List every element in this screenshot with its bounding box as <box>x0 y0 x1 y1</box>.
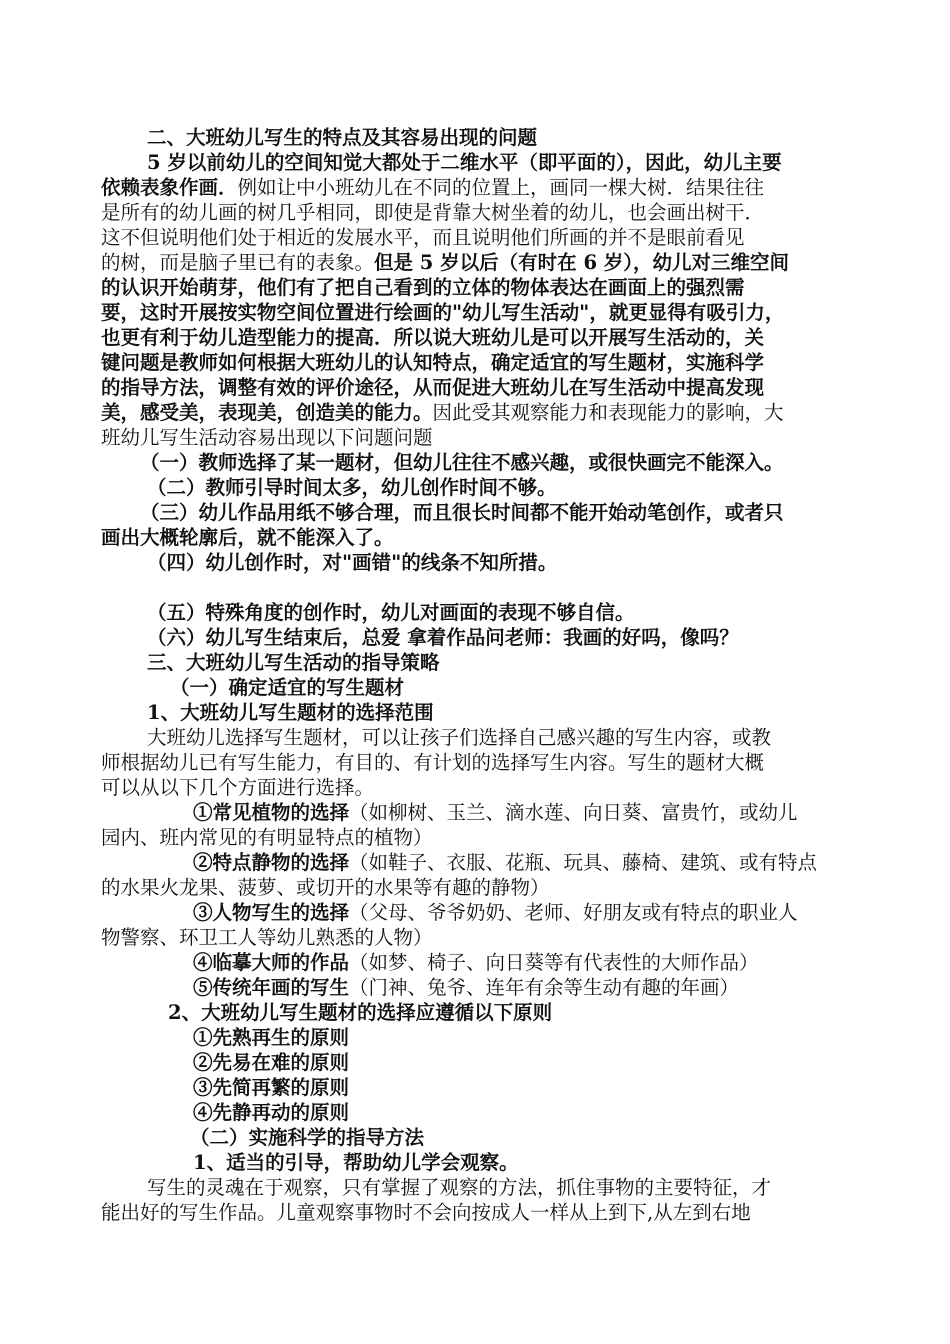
paragraph-line: 园内、班内常见的有明显特点的植物） <box>101 826 433 849</box>
paragraph-line: 师根据幼儿已有写生能力，有目的、有计划的选择写生内容。写生的题材大概 <box>101 751 765 774</box>
normal-text: 因此受其观察能力和表现能力的影响，大 <box>432 401 784 424</box>
principle-item: ①先熟再生的原则 <box>193 1026 350 1049</box>
section-heading-2: 二、大班幼儿写生的特点及其容易出现的问题 <box>147 126 538 149</box>
emphasis-text: 依赖表象作画． <box>101 176 238 199</box>
emphasis-text: ②特点静物的选择 <box>193 851 350 874</box>
paragraph-line: 5 岁以前幼儿的空间知觉大都处于二维水平（即平面的），因此，幼儿主要 <box>147 151 782 174</box>
list-item <box>193 850 943 875</box>
paragraph-line: 物警察、环卫工人等幼儿熟悉的人物） <box>101 926 433 949</box>
paragraph-line: 也更有利于幼儿造型能力的提高．所以说大班幼儿是可以开展写生活动的，关 <box>101 326 765 349</box>
subheading: 2、大班幼儿写生题材的选择应遵循以下原则 <box>168 1001 553 1024</box>
paragraph-line: 的水果火龙果、菠萝、或切开的水果等有趣的静物） <box>101 876 550 899</box>
paragraph-line: 写生的灵魂在于观察，只有掌握了观察的方法，抓住事物的主要特征，才 <box>147 1176 772 1199</box>
paragraph-line <box>101 175 851 200</box>
paragraph-line: 班幼儿写生活动容易出现以下问题问题 <box>101 426 433 449</box>
paragraph-line: 可以从以下几个方面进行选择。 <box>101 776 375 799</box>
paragraph-line: 画出大概轮廓后，就不能深入了。 <box>101 526 394 549</box>
paragraph-line: 的认识开始萌芽，他们有了把自己看到的立体的物体表达在画面上的强烈需 <box>101 276 745 299</box>
paragraph-line: 的指导方法，调整有效的评价途径，从而促进大班幼儿在写生活动中提高发现 <box>101 376 765 399</box>
paragraph-line: 要，这时开展按实物空间位置进行绘画的"幼儿写生活动"，就更显得有吸引力， <box>101 301 785 324</box>
emphasis-text: ③人物写生的选择 <box>193 901 350 924</box>
normal-text: （如柳树、玉兰、滴水莲、向日葵、富贵竹，或幼儿 <box>349 801 798 824</box>
subsection-heading: （一）确定适宜的写生题材 <box>170 676 405 699</box>
subsection-heading: （二）实施科学的指导方法 <box>190 1126 425 1149</box>
emphasis-text: ④临摹大师的作品 <box>193 951 350 974</box>
problem-item-3: （三）幼儿作品用纸不够合理，而且很长时间都不能开始动笔创作，或者只 <box>140 501 784 524</box>
paragraph-line: 这不但说明他们处于相近的发展水平，而且说明他们所画的并不是眼前看见 <box>101 226 745 249</box>
subheading: 1、大班幼儿写生题材的选择范围 <box>147 701 434 724</box>
emphasis-text: ⑤传统年画的写生 <box>193 976 350 999</box>
principle-item: ③先简再繁的原则 <box>193 1076 350 1099</box>
emphasis-text: 但是 5 岁以后（有时在 6 岁），幼儿对三维空间 <box>374 251 790 274</box>
problem-item-4: （四）幼儿创作时，对"画错"的线条不知所措。 <box>147 551 558 574</box>
normal-text: （门神、兔爷、连年有余等生动有趣的年画） <box>349 976 740 999</box>
paragraph-line <box>101 250 851 275</box>
list-item <box>193 975 943 1000</box>
problem-item-5: （五）特殊角度的创作时，幼儿对画面的表现不够自信。 <box>147 601 635 624</box>
emphasis-text: ①常见植物的选择 <box>193 801 350 824</box>
list-item <box>193 950 943 975</box>
subheading: 1、适当的引导，帮助幼儿学会观察。 <box>193 1151 519 1174</box>
paragraph-line: 大班幼儿选择写生题材，可以让孩子们选择自己感兴趣的写生内容，或教 <box>147 726 772 749</box>
paragraph-line: 是所有的幼儿画的树几乎相同，即使是背靠大树坐着的幼儿，也会画出树干． <box>101 201 765 224</box>
principle-item: ②先易在难的原则 <box>193 1051 350 1074</box>
emphasis-text: 美，感受美，表现美，创造美的能力。 <box>101 401 433 424</box>
normal-text: （父母、爷爷奶奶、老师、好朋友或有特点的职业人 <box>349 901 798 924</box>
paragraph-line: 键问题是教师如何根据大班幼儿的认知特点，确定适宜的写生题材，实施科学 <box>101 351 765 374</box>
paragraph-line <box>101 400 851 425</box>
list-item <box>193 900 943 925</box>
list-item <box>193 800 943 825</box>
paragraph-line: 能出好的写生作品。儿童观察事物时不会向按成人一样从上到下,从左到右地 <box>101 1201 751 1224</box>
normal-text: 例如让中小班幼儿在不同的位置上，画同一棵大树．结果往往 <box>237 176 765 199</box>
section-heading-3: 三、大班幼儿写生活动的指导策略 <box>147 651 440 674</box>
problem-item-1: （一）教师选择了某一题材，但幼儿往往不感兴趣，或很快画完不能深入。 <box>140 451 784 474</box>
normal-text: （如梦、椅子、向日葵等有代表性的大师作品） <box>349 951 759 974</box>
problem-item-2: （二）教师引导时间太多，幼儿创作时间不够。 <box>147 476 557 499</box>
problem-item-6: （六）幼儿写生结束后，总爱 拿着作品问老师：我画的好吗，像吗？ <box>147 626 739 649</box>
normal-text: （如鞋子、衣服、花瓶、玩具、藤椅、建筑、或有特点 <box>349 851 818 874</box>
principle-item: ④先静再动的原则 <box>193 1101 350 1124</box>
normal-text: 的树，而是脑子里已有的表象。 <box>101 251 375 274</box>
